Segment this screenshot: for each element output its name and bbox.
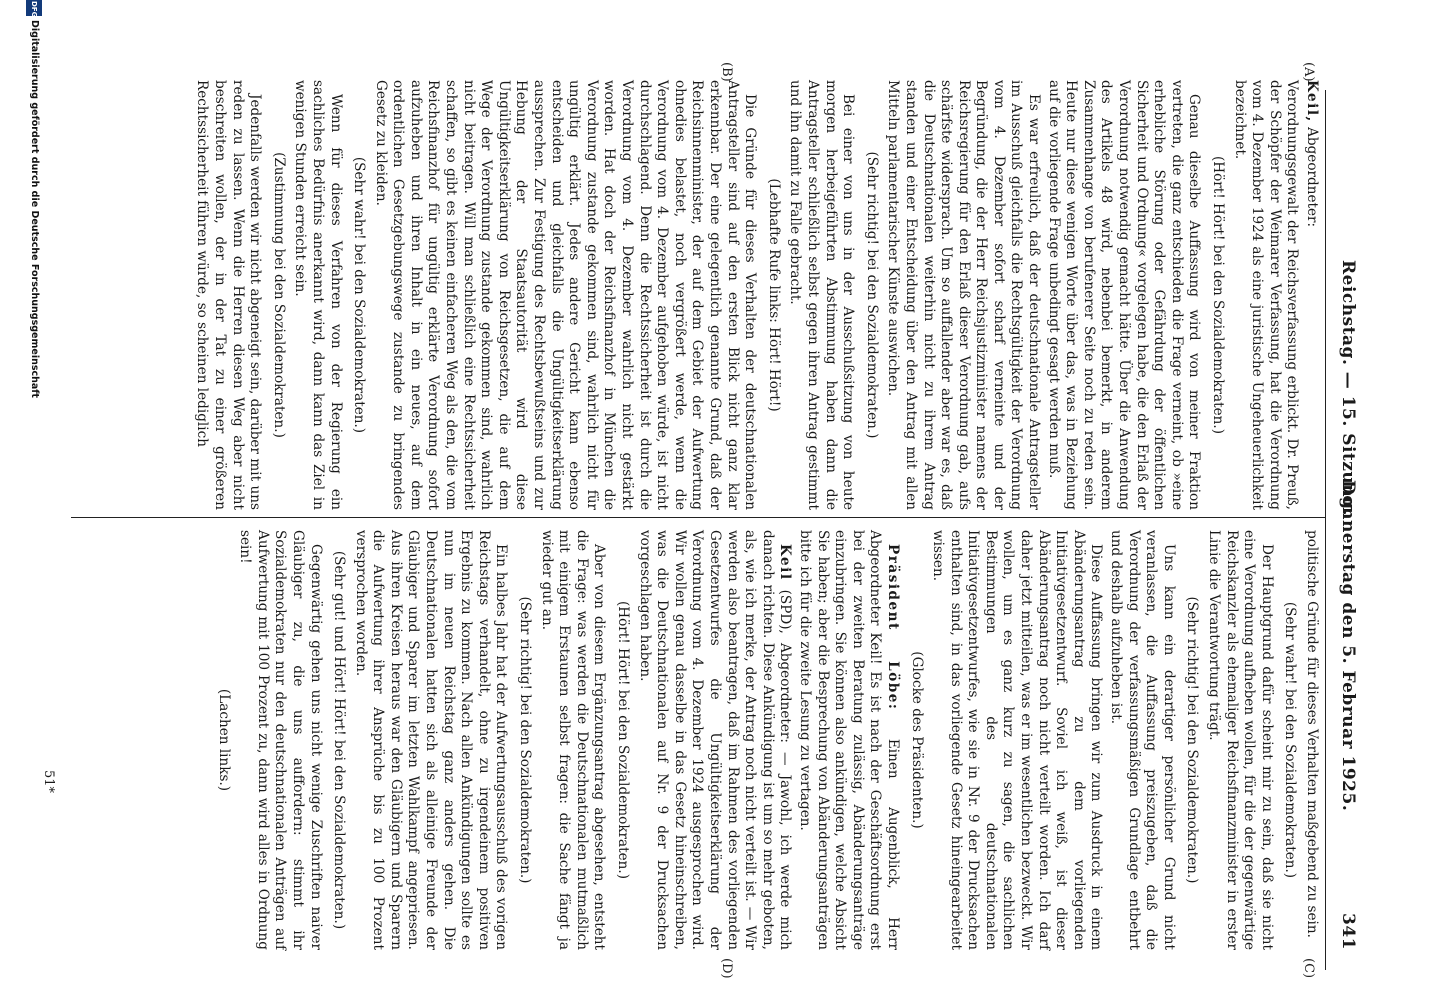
interjection: (Sehr richtig! bei den Sozialdemokraten.) bbox=[863, 151, 880, 439]
interjection: (Sehr richtig! bei den Sozialdemokraten.) bbox=[1184, 596, 1201, 884]
paragraph: politische Gründe für dieses Verhalten maßgebend zu sein. bbox=[1304, 530, 1320, 938]
dfg-logo-icon: DFG bbox=[26, 0, 42, 16]
keil-name: Keil bbox=[777, 544, 794, 581]
paragraph: Ein halbes Jahr hat der Aufwertungsausschuß des vorigen Reichstags verhandelt, ohne zu irgendeinem positiven Ergebnis zu kommen. Nach allen Ankündigungen sollte es nun im neuen Reichstag ganz anders gehen. Die Deutschnationalen hatten sich als alleinige Freunde der Gläubiger und Sparer im letzten Wahlkampf angepriesen. Aus ihren Kreisen heraus war den Gläubigern und Sparern die Aufwertung ihrer Ansprüche bis zu 100 Prozent versprochen worden. bbox=[352, 530, 510, 950]
margin-mark-c: (C) bbox=[1301, 958, 1316, 979]
interjection: (Sehr richtig! bei den Sozialdemokraten.) bbox=[517, 596, 534, 884]
right-column bbox=[208, 530, 1320, 950]
interjection: (Lachen links.) bbox=[215, 688, 232, 792]
header-session: Reichstag. — 15. Sitzung. bbox=[1338, 260, 1358, 516]
column-rule bbox=[71, 517, 1326, 518]
interjection: (Hört! Hört! bei den Sozialdemokraten.) bbox=[1210, 155, 1227, 435]
header-page-number: 341 bbox=[1338, 913, 1358, 950]
paragraph: Aber von diesem Ergänzungsantrag abgesehen, entsteht die Frage: was werden die Deutschnationalen mutmaßlich mit einigem Erstaunen selbst fragen: die Sache fängt ja wieder gut an. bbox=[538, 530, 608, 950]
interjection: (Hört! Hört! bei den Sozialdemokraten.) bbox=[615, 600, 632, 880]
speaker-name: Keil, bbox=[1304, 80, 1320, 123]
margin-mark-d: (D) bbox=[719, 958, 734, 979]
interjection: (Sehr wahr! bei den Sozialdemokraten.) bbox=[351, 156, 368, 434]
margin-mark-b: (B) bbox=[719, 62, 734, 82]
interjection: (Glocke des Präsidenten.) bbox=[908, 651, 925, 829]
president-text: Einen Augenblick, Herr Abgeordneter Keil! Es ist nach der Geschäftsordnung erst bei der zweiten Beratung zulässig, Abänderungsanträge einzubringen. Sie können also ankündigen, welche Absicht Sie haben; aber die Besprechung von Abänderungsanträgen bitte ich für die zweite Lesung zu vertagen. bbox=[796, 530, 901, 950]
paragraph: Bei einer von uns in der Ausschußsitzung von heute morgen herbeigeführten Abstimmung haben dann die Antragsteller schließlich selbst gegen ihren Antrag gestimmt und ihn damit zu Falle gebracht. bbox=[787, 80, 857, 510]
page-header bbox=[1326, 90, 1366, 970]
footer-signature: 51* bbox=[41, 770, 56, 794]
digitization-text: Digitalisierung gefördert durch die Deutsche Forschungsgemeinschaft bbox=[29, 20, 40, 398]
paragraph: Es war erfreulich, daß der deutschnationale Antragsteller im Ausschuß gleichfalls die Rechtsgültigkeit der Verordnung vom 4. Dezember sofort scharf verneinte und der Begründung, die der Herr Reichsjustizminister namens der Reichsregierung für den Erlaß dieser Verordnung gab, aufs schärfste widersprach. Um so auffallender aber war es, daß die Deutschnationalen weiterhin nicht zu ihrem Antrag standen und einer Entscheidung über den Antrag mit allen Mitteln parlamentarischer Künste auswichen. bbox=[885, 80, 1043, 510]
paragraph: Gegenwärtig gehen uns nicht wenige Zuschriften naiver Gläubiger zu, die uns auffordern: stimmt ihr Sozialdemokraten nur den deutschnationalen Anträgen auf Aufwertung mit 100 Prozent zu, dann wird alles in Ordnung sein! bbox=[237, 530, 324, 950]
digitization-note bbox=[24, 0, 44, 1000]
paragraph: Die Gründe für dieses Verhalten der deutschnationalen Antragsteller sind auf den ersten Blick nicht ganz klar erkennbar. Der eine gelegentlich genannte Grund, daß der Reichsinnenminister, der auf dem Gebiet der Aufwertung ohnedies belastet, noch vergrößert werde, wenn die Verordnung vom 4. Dezember aufgehoben würde, ist nicht durchschlagend. Denn die Rechtssicherheit ist durch die Verordnung vom 4. Dezember wahrlich nicht gestärkt worden. Hat doch der Reichsfinanzhof in München die Verordnung zustande gekommen sind, wahrlich nicht für ungültig erklärt. Jedes andere Gericht kann ebenso entscheiden und gleichfalls die Ungültigkeitserklärung aussprechen. Zur Festigung des Rechtsbewußtseins und zur Hebung der Staatsautorität wird diese Ungültigkeitserklärung von Reichsgesetzen, die auf dem Wege der Verordnung zustande gekommen sind, wahrlich nicht beitragen. Will man schließlich eine Rechtssicherheit schaffen, so gibt es keinen einfacheren Weg als den, die vom Reichsfinanzhof für ungültig erklärte Verordnung sofort aufzuheben und ihren Inhalt in ein neues, auf dem ordentlichen Gesetzgebungswege zustande zu bringendes Gesetz zu kleiden. bbox=[372, 80, 759, 510]
margin-mark-a: (A) bbox=[1301, 62, 1316, 82]
paragraph: Jedenfalls werden wir nicht abgeneigt sein, darüber mit uns reden zu lassen. Wenn die Herren diesen Weg aber nicht beschreiten wollen, der in der Tat zu einer größeren Rechtssicherheit führen würde, so scheinen lediglich bbox=[194, 80, 264, 510]
paragraph: Der Hauptgrund dafür scheint mir zu sein, daß sie nicht eine Verordnung aufheben wollen, für die der gegenwärtige Reichskanzler als ehemaliger Reichsfinanzminister in erster Linie die Verantwortung trägt. bbox=[1206, 530, 1275, 950]
paragraph: Verordnungsgewalt der Reichsverfassung erblickt. Dr. Preuß, der Schöpfer der Weimarer Verfassung, hat die Verordnung vom 4. Dezember 1924 als eine juristische Ungeheuerlichkeit bezeichnet. bbox=[1231, 80, 1301, 510]
interjection: (Zustimmung bei den Sozialdemokraten.) bbox=[270, 152, 287, 438]
interjection: (Lebhafte Rufe links: Hört! Hört!) bbox=[765, 178, 782, 412]
left-column bbox=[191, 80, 1320, 510]
president-name: Präsident Löbe: bbox=[884, 544, 901, 711]
keil-paragraph bbox=[635, 530, 793, 950]
header-rule bbox=[1325, 90, 1326, 970]
paragraph: Uns kann ein derartiger persönlicher Grund nicht veranlassen, die Auffassung preiszugeben, daß die Verordnung der verfassungsmäßigen Grundlage entbehrt und deshalb aufzuheben ist. bbox=[1108, 530, 1177, 950]
president-paragraph bbox=[795, 530, 901, 950]
interjection: (Sehr wahr! bei den Sozialdemokraten.) bbox=[1282, 601, 1299, 879]
speaker-role: Abgeordneter: bbox=[1304, 127, 1320, 228]
speaker-line bbox=[1302, 80, 1320, 510]
paragraph: Wenn für dieses Verfahren von der Regierung ein sachliches Bedürfnis anerkannt wird, dann kann das Ziel in wenigen Stunden erreicht sein. bbox=[292, 80, 344, 510]
interjection: (Sehr gut! und Hört! Hört! bei den Sozialdemokraten.) bbox=[331, 550, 348, 930]
paragraph: Diese Auffassung bringen wir zum Ausdruck in einem Abänderungsantrag zu dem vorliegenden Initiativgesetzentwurf. Soviel ich weiß, ist dieser Abänderungsantrag noch nicht verteilt worden. Ich darf daher jetzt mitteilen, was er im wesentlichen bezweckt. Wir wollen, um es ganz kurz zu sagen, die sachlichen Bestimmungen des deutschnationalen Initiativgesetzentwurfes, wie sie in Nr. 9 der Drucksachen enthalten sind, in das vorliegende Gesetz hineingearbeitet wissen. bbox=[930, 530, 1105, 950]
header-date: Donnerstag den 5. Februar 1925. bbox=[1338, 480, 1358, 812]
paragraph: Genau dieselbe Auffassung wird von meiner Fraktion vertreten, die ganz entschieden die Frage verneint, ob »eine erhebliche Störung oder Gefährdung der öffentlichen Sicherheit und Ordnung« vorgelegen habe, die den Erlaß der Verordnung notwendig gemacht hätte. Über die Anwendung des Artikels 48 wird, nebenbei bemerkt, in anderem Zusammenhange von berufenerer Seite noch zu reden sein. Heute nur diese wenigen Worte über das, was in Beziehung auf die vorliegende Frage unbedingt gesagt werden muß. bbox=[1045, 80, 1203, 510]
keil-text: (SPD), Abgeordneter: — Jawohl, ich werde mich danach richten. Diese Ankündigung ist um so mehr geboten, als, wie ich merke, der Antrag noch nicht verteilt ist. — Wir werden also beantragen, daß im Rahmen des vorliegenden Gesetzentwurfes die Ungültigkeitserklärung der Verordnung vom 4. Dezember 1924 ausgesprochen wird. Wir wollen genau dasselbe in das Gesetz hineinschreiben, was die Deutschnationalen auf Nr. 9 der Drucksachen vorgeschlagen haben. bbox=[636, 530, 794, 950]
